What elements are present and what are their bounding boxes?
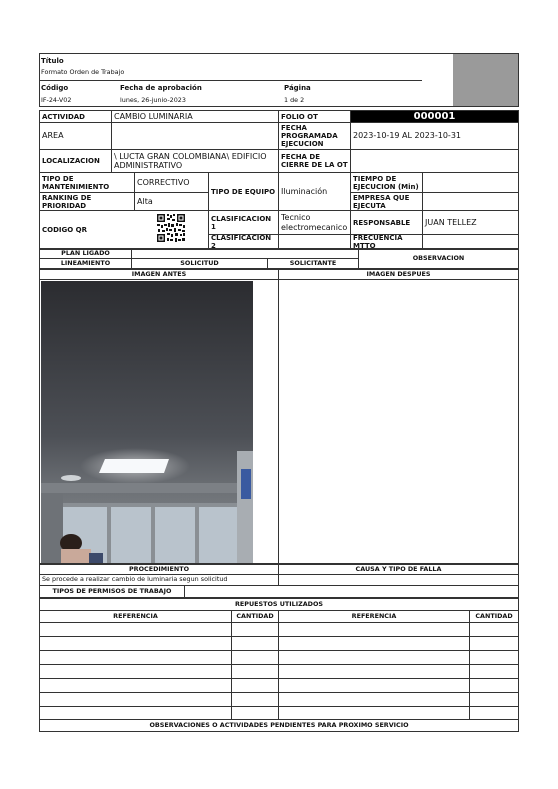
- localizacion-value: \ LUCTA GRAN COLOMBIANA\ EDIFICIO ADMINISTRATIVO: [114, 151, 267, 170]
- before-photo: [41, 281, 253, 563]
- ranking-value: Alta: [137, 196, 153, 206]
- row-line: [40, 706, 518, 707]
- folio-label: FOLIO OT: [281, 112, 318, 121]
- code-value: IF-24-V02: [41, 96, 72, 104]
- solicitante-label: SOLICITANTE: [289, 259, 337, 267]
- col-line: [469, 610, 470, 719]
- imagen-antes-label: IMAGEN ANTES: [131, 270, 187, 278]
- procedimiento-label: PROCEDIMIENTO: [128, 565, 190, 573]
- fecha-cierre-label: FECHA DE CIERRE DE LA OT: [281, 153, 348, 169]
- localizacion-label: LOCALIZACION: [42, 157, 100, 165]
- clasificacion-2-label: CLASIFICACION 2: [211, 235, 272, 249]
- logo-placeholder: [453, 54, 518, 106]
- clasificacion-1-value: Tecnico electromecanico: [281, 213, 348, 232]
- tipo-equipo-value: Iluminación: [281, 186, 328, 196]
- title-value: Formato Orden de Trabajo: [41, 68, 125, 76]
- row-line: [40, 664, 518, 665]
- imagen-despues-label: IMAGEN DESPUES: [366, 270, 431, 278]
- col-line: [184, 586, 185, 597]
- referencia-header: REFERENCIA: [351, 611, 397, 620]
- page-label: Página: [284, 84, 311, 92]
- tipo-mantenimiento-value: CORRECTIVO: [137, 177, 190, 187]
- tipo-mantenimiento-label: TIPO DE MANTENIMIENTO: [42, 174, 110, 191]
- row-line: [40, 622, 518, 623]
- solicitud-label: SOLICITUD: [180, 259, 219, 267]
- header-divider: [40, 80, 422, 81]
- observaciones-pendientes-label: OBSERVACIONES O ACTIVIDADES PENDIENTES PARA PROXIMO SERVICIO: [149, 720, 409, 729]
- observacion-label: OBSERVACION: [412, 254, 465, 263]
- lineamiento-label: LINEAMIENTO: [60, 259, 111, 267]
- approval-label: Fecha de aprobación: [120, 84, 202, 92]
- code-label: Código: [41, 84, 69, 92]
- referencia-header: REFERENCIA: [113, 611, 158, 620]
- responsable-label: RESPONSABLE: [353, 218, 411, 227]
- row-line: [40, 279, 518, 280]
- plan-ligado-label: PLAN LIGADO: [61, 250, 110, 258]
- causa-falla-label: CAUSA Y TIPO DE FALLA: [355, 565, 442, 573]
- actividad-label: ACTIVIDAD: [42, 112, 85, 121]
- folio-value: 000001: [351, 111, 518, 122]
- col-line: [231, 610, 232, 719]
- row-line: [40, 650, 518, 651]
- procedimiento-value: Se procede a realizar cambio de luminaria segun solicitud: [42, 575, 228, 584]
- approval-value: lunes, 26-junio-2023: [120, 96, 186, 104]
- ranking-label: RANKING DE PRIORIDAD: [42, 193, 92, 210]
- codigo-qr-label: CODIGO QR: [42, 226, 87, 234]
- fecha-programada-value: 2023-10-19 AL 2023-10-31: [353, 131, 461, 141]
- col-line: [278, 610, 279, 719]
- tiempo-ejecucion-label: TIEMPO DE EJECUCION (Min): [353, 174, 419, 191]
- row-line: [40, 636, 518, 637]
- frecuencia-label: FRECUENCIA MTTO: [353, 235, 403, 249]
- clasificacion-1-label: CLASIFICACION 1: [211, 214, 272, 231]
- row-line: [40, 692, 518, 693]
- repuestos-title: REPUESTOS UTILIZADOS: [234, 599, 324, 608]
- cantidad-header: CANTIDAD: [236, 611, 274, 620]
- actividad-value: CAMBIO LUMINARIA: [114, 111, 193, 121]
- area-label: AREA: [42, 131, 64, 141]
- qr-code: [156, 213, 186, 243]
- empresa-label: EMPRESA QUE EJECUTA: [353, 193, 410, 210]
- fecha-programada-label: FECHA PROGRAMADA EJECUCION: [281, 124, 338, 148]
- col-line: [278, 270, 279, 563]
- page-value: 1 de 2: [284, 96, 305, 104]
- tipo-equipo-label: TIPO DE EQUIPO: [211, 187, 276, 196]
- title-label: Título: [41, 57, 64, 65]
- cantidad-header: CANTIDAD: [475, 611, 513, 620]
- permisos-trabajo-label: TIPOS DE PERMISOS DE TRABAJO: [52, 586, 172, 595]
- responsable-value: JUAN TELLEZ: [425, 217, 477, 227]
- row-line: [40, 678, 518, 679]
